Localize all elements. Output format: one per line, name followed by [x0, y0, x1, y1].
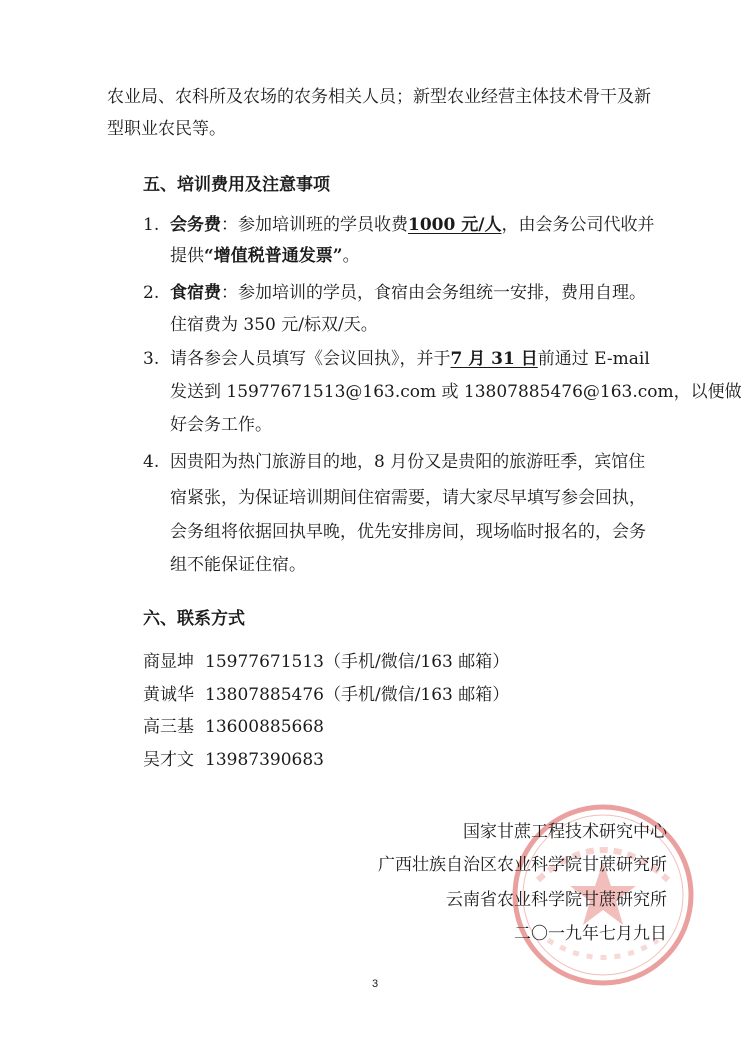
item-2-label: 食宿费: [170, 283, 221, 303]
item-2-line-2: 住宿费为 350 元/标双/天。: [170, 315, 378, 335]
section-6-title: 六、联系方式: [143, 609, 245, 629]
item-3-text-a: 请各参会人员填写《会议回执》，并于: [170, 349, 451, 369]
contact-info: 15977671513（手机/微信/163 邮箱）: [205, 652, 510, 672]
contact-name: 高三基: [143, 717, 194, 737]
contact-row: [143, 650, 509, 674]
intro-line-2: 型职业农民等。: [107, 119, 226, 139]
contact-row: [143, 748, 324, 772]
contact-name: 吴才文: [143, 750, 194, 770]
item-1-fee: 1000 元/人: [408, 215, 502, 235]
contact-row: [143, 715, 324, 739]
item-4-number: 4.: [143, 452, 160, 472]
contact-info: 13600885668: [205, 717, 324, 737]
item-2-line-1: [170, 281, 646, 305]
item-1-line2-a: 提供: [170, 246, 204, 266]
signature-org-1: 国家甘蔗工程技术研究中心: [463, 822, 667, 842]
item-2-text-a: ：参加培训的学员，食宿由会务组统一安排，费用自理。: [221, 283, 646, 303]
item-1-text-b: ，由会务公司代收并: [501, 215, 655, 235]
item-3-line-3: 好会务工作。: [170, 415, 272, 435]
item-4-line-4: 组不能保证住宿。: [170, 555, 306, 575]
section-5-title: 五、培训费用及注意事项: [143, 175, 330, 195]
item-1-line2-b: 。: [342, 246, 360, 266]
item-1-invoice: “增值税普通发票”: [204, 246, 343, 266]
contact-name: 商显坤: [143, 652, 194, 672]
item-3-line-1: [170, 347, 650, 371]
signature-org-3: 云南省农业科学院甘蔗研究所: [446, 890, 667, 910]
item-4-line-1: 因贵阳为热门旅游目的地，8 月份又是贵阳的旅游旺季，宾馆住: [170, 452, 646, 472]
contact-info: 13807885476（手机/微信/163 邮箱）: [205, 685, 510, 705]
item-1-line-1: [170, 213, 654, 237]
item-3-text-b: 前通过 E-mail: [537, 349, 650, 369]
signature-date: 二〇一九年七月九日: [514, 924, 667, 944]
contact-info: 13987390683: [205, 750, 324, 770]
item-4-line-2: 宿紧张，为保证培训期间住宿需要，请大家尽早填写参会回执，: [170, 488, 646, 508]
item-1-number: 1.: [143, 215, 160, 235]
page-number: 3: [371, 978, 379, 990]
contact-row: [143, 683, 509, 707]
item-1-label: 会务费: [170, 215, 221, 235]
item-1-text-a: ：参加培训班的学员收费: [221, 215, 408, 235]
contact-name: 黄诚华: [143, 685, 194, 705]
signature-org-2: 广西壮族自治区农业科学院甘蔗研究所: [378, 855, 667, 875]
item-3-line-2: 发送到 15977671513@163.com 或 13807885476@163.com，以便做: [170, 382, 742, 402]
item-1-line-2: [170, 244, 360, 268]
item-4-line-3: 会务组将依据回执早晚，优先安排房间，现场临时报名的，会务: [170, 522, 646, 542]
item-2-number: 2.: [143, 283, 160, 303]
item-3-date: 7 月 31 日: [450, 349, 538, 369]
intro-line-1: 农业局、农科所及农场的农务相关人员；新型农业经营主体技术骨干及新: [107, 87, 651, 107]
item-3-number: 3.: [143, 349, 160, 369]
